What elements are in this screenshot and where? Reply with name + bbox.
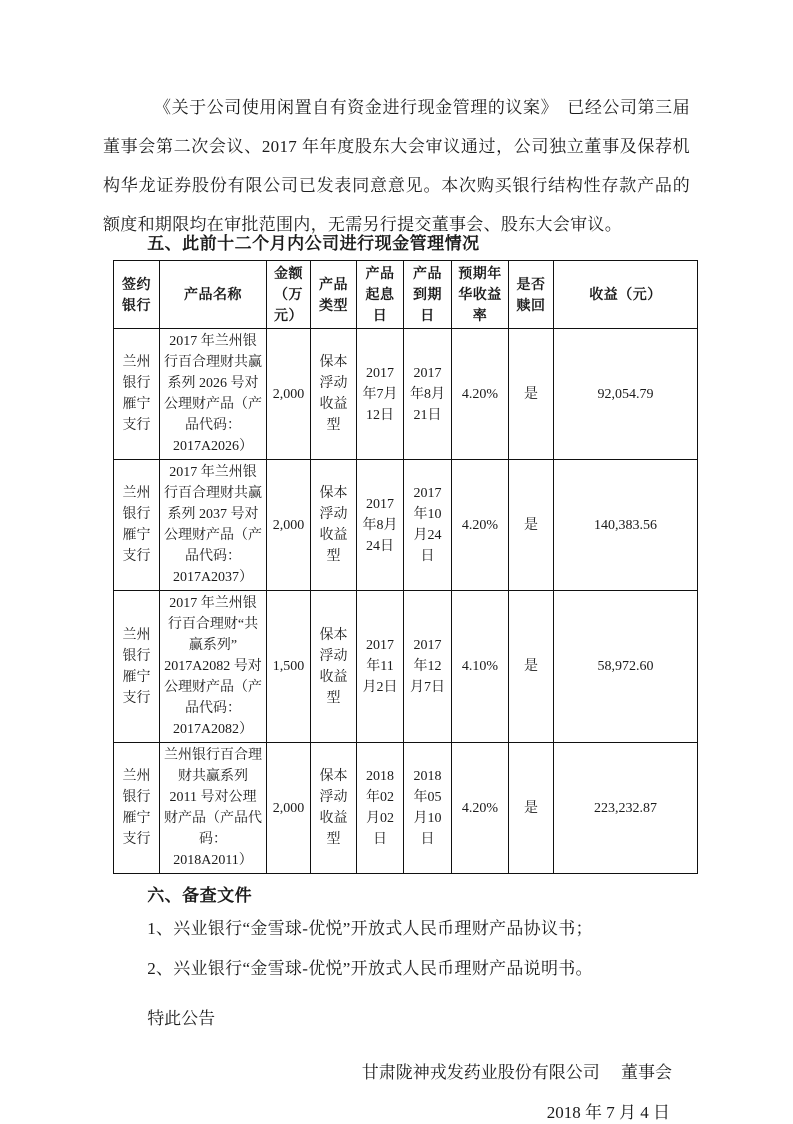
col-header-amount: 金额（万元）	[267, 261, 311, 329]
table-row	[114, 743, 698, 874]
cell-product-type: 保本浮动收益型	[311, 591, 357, 743]
col-header-expected-yield: 预期年华收益率	[452, 261, 509, 329]
closing-statement: 特此公告	[147, 1009, 216, 1028]
reference-doc-item: 1、兴业银行“金雪球-优悦”开放式人民币理财产品协议书；	[147, 919, 593, 938]
cell-start-date: 2017年8月24日	[357, 460, 404, 591]
col-header-income: 收益（元）	[554, 261, 698, 329]
table-header-row	[114, 261, 698, 329]
cell-redeemed: 是	[509, 591, 554, 743]
cell-amount: 2,000	[267, 460, 311, 591]
cell-bank: 兰州银行雁宁支行	[114, 591, 160, 743]
cell-expected-yield: 4.20%	[452, 743, 509, 874]
cell-income: 223,232.87	[554, 743, 698, 874]
col-header-bank: 签约银行	[114, 261, 160, 329]
cell-start-date: 2018年02月02日	[357, 743, 404, 874]
cell-expected-yield: 4.20%	[452, 460, 509, 591]
cell-start-date: 2017年7月12日	[357, 329, 404, 460]
intro-paragraph: 《关于公司使用闲置自有资金进行现金管理的议案》 已经公司第三届董事会第二次会议、2017 年年度股东大会审议通过，公司独立董事及保荐机构华龙证券股份有限公司已发表同意意见。本次购买银行结构性存款产品的额度和期限均在审批范围内，无需另行提交董事会、股东大会审议。	[103, 98, 690, 234]
signature-line: 甘肃陇神戎发药业股份有限公司 董事会	[361, 1063, 672, 1082]
cell-bank: 兰州银行雁宁支行	[114, 743, 160, 874]
date-line: 2018 年 7 月 4 日	[546, 1103, 670, 1122]
cell-start-date: 2017年11月2日	[357, 591, 404, 743]
cell-expected-yield: 4.20%	[452, 329, 509, 460]
cell-amount: 2,000	[267, 743, 311, 874]
cell-amount: 1,500	[267, 591, 311, 743]
col-header-start-date: 产品起息日	[357, 261, 404, 329]
cell-product-name: 兰州银行百合理财共赢系列 2011 号对公理财产品（产品代码：2018A2011）	[160, 743, 267, 874]
reference-doc-item: 2、兴业银行“金雪球-优悦”开放式人民币理财产品说明书。	[147, 959, 593, 978]
section-6-heading: 六、备查文件	[147, 886, 253, 905]
cell-expected-yield: 4.10%	[452, 591, 509, 743]
cell-redeemed: 是	[509, 743, 554, 874]
cell-redeemed: 是	[509, 460, 554, 591]
table-row	[114, 329, 698, 460]
section-5-heading: 五、此前十二个月内公司进行现金管理情况	[147, 234, 480, 253]
cell-redeemed: 是	[509, 329, 554, 460]
cell-income: 58,972.60	[554, 591, 698, 743]
col-header-product-name: 产品名称	[160, 261, 267, 329]
cell-product-name: 2017 年兰州银行百合理财共赢系列 2026 号对公理财产品（产品代码：2017A2026）	[160, 329, 267, 460]
col-header-redeemed: 是否赎回	[509, 261, 554, 329]
cash-management-table	[113, 260, 698, 874]
table-row	[114, 460, 698, 591]
table-row	[114, 591, 698, 743]
cell-maturity-date: 2018年05月10日	[404, 743, 452, 874]
cell-maturity-date: 2017年10月24日	[404, 460, 452, 591]
cell-income: 140,383.56	[554, 460, 698, 591]
cell-bank: 兰州银行雁宁支行	[114, 329, 160, 460]
cell-maturity-date: 2017年8月21日	[404, 329, 452, 460]
cell-product-type: 保本浮动收益型	[311, 743, 357, 874]
cell-income: 92,054.79	[554, 329, 698, 460]
col-header-product-type: 产品类型	[311, 261, 357, 329]
cell-product-type: 保本浮动收益型	[311, 460, 357, 591]
col-header-maturity-date: 产品到期日	[404, 261, 452, 329]
cell-amount: 2,000	[267, 329, 311, 460]
cell-product-name: 2017 年兰州银行百合理财“共赢系列”2017A2082 号对公理财产品（产品代码：2017A2082）	[160, 591, 267, 743]
cell-maturity-date: 2017年12月7日	[404, 591, 452, 743]
cell-product-name: 2017 年兰州银行百合理财共赢系列 2037 号对公理财产品（产品代码：2017A2037）	[160, 460, 267, 591]
cell-bank: 兰州银行雁宁支行	[114, 460, 160, 591]
cell-product-type: 保本浮动收益型	[311, 329, 357, 460]
